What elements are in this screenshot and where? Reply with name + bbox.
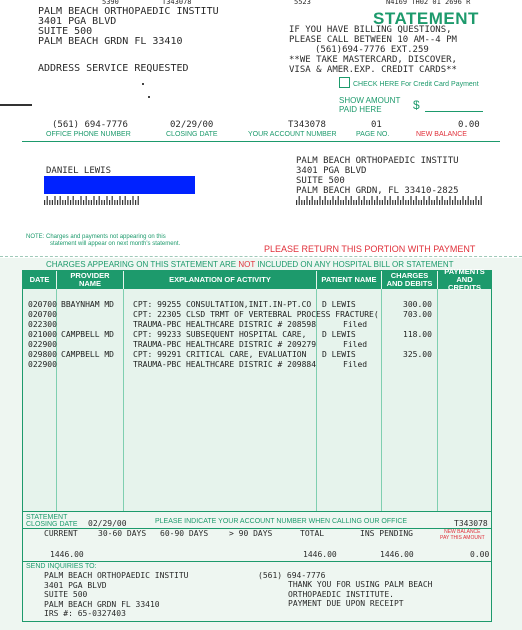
sender-line2: 3401 PGA BLVD	[38, 16, 117, 27]
footer-closing-value: 02/29/00	[88, 519, 127, 528]
aging-total-value: 1446.00	[303, 550, 337, 559]
row-explanation: TRAUMA-PBC HEALTHCARE DISTRIC # 209279	[133, 340, 317, 349]
row-date: 022900	[28, 360, 57, 369]
inquiries-phone: (561) 694-7776	[258, 571, 326, 580]
row-patient: Filed	[343, 340, 368, 349]
col-date-header: DATE	[23, 271, 56, 289]
statement-note	[26, 234, 180, 248]
return-portion-notice: PLEASE RETURN THIS PORTION WITH PAYMENT	[264, 244, 476, 254]
credit-card-checkbox[interactable]	[339, 77, 350, 88]
col-charges-header: CHARGES AND DEBITS	[382, 271, 437, 289]
row-date: 022300	[28, 320, 57, 329]
dot-mark	[148, 96, 150, 98]
billing-questions	[289, 25, 457, 75]
col-payments-header: PAYMENTS AND CREDITS	[438, 271, 491, 289]
row-explanation: CPT: 99291 CRITICAL CARE, EVALUATION	[133, 350, 307, 359]
aging-current-value: 1446.00	[50, 550, 84, 559]
closing-label-line1: STATEMENT	[26, 514, 68, 521]
sender-line1: PALM BEACH ORTHOPAEDIC INSTITU	[38, 6, 219, 17]
indicate-account-note: PLEASE INDICATE YOUR ACCOUNT NUMBER WHEN CALLING OUR OFFICE	[155, 518, 408, 525]
row-provider: CAMPBELL MD	[61, 350, 114, 359]
row-charge: 118.00	[403, 330, 432, 339]
inq-line1: PALM BEACH ORTHOPAEDIC INSTITU	[44, 571, 189, 580]
new-balance-line2: PAY THIS AMOUNT	[440, 535, 485, 541]
col-provider-header: PROVIDER NAME	[57, 271, 123, 289]
sender-address	[38, 7, 219, 47]
new-balance-value: 0.00	[458, 120, 480, 130]
inquiries-address	[44, 571, 189, 619]
sender-line4: PALM BEACH GRDN FL 33410	[38, 36, 183, 47]
billing-line1: IF YOU HAVE BILLING QUESTIONS,	[289, 25, 452, 35]
footer-closing-label	[26, 514, 78, 528]
row-patient: D LEWIS	[322, 330, 356, 339]
remit-line1: PALM BEACH ORTHOPAEDIC INSTITU	[296, 156, 459, 166]
address-service-requested: ADDRESS SERVICE REQUESTED	[38, 63, 189, 74]
row-explanation: TRAUMA-PBC HEALTHCARE DISTRIC # 208598	[133, 320, 317, 329]
row-provider: CAMPBELL MD	[61, 330, 114, 339]
footer-account-number: T343078	[454, 519, 488, 528]
row-patient: D LEWIS	[322, 300, 356, 309]
hospital-note-not: NOT	[238, 260, 256, 269]
office-phone-value: (561) 694-7776	[52, 120, 128, 130]
row-patient: D LEWIS	[322, 350, 356, 359]
remit-line3: SUITE 500	[296, 176, 345, 186]
remit-address	[296, 156, 459, 196]
frame-left	[22, 512, 23, 622]
thanks-line2: ORTHOPAEDIC INSTITUTE.	[288, 589, 394, 599]
aging-current-label: CURRENT	[44, 529, 78, 538]
remit-line2: 3401 PGA BLVD	[296, 166, 367, 176]
row-explanation: CPT: 22305 CLSD TRMT OF VERTEBRAL PROCESS FRACTURE(	[133, 310, 379, 319]
page-number-label: PAGE NO.	[356, 131, 390, 138]
billing-line3: (561)694-7776 EXT.259	[315, 45, 429, 55]
col-explanation-header: EXPLANATION OF ACTIVITY	[124, 271, 316, 289]
row-explanation: CPT: 99255 CONSULTATION,INIT.IN-PT.CO	[133, 300, 312, 309]
perforation-line	[0, 256, 522, 257]
sender-line3: SUITE 500	[38, 26, 93, 37]
divider	[22, 621, 492, 622]
new-balance-label: NEW BALANCE	[416, 131, 467, 138]
dot-mark	[142, 83, 144, 85]
aging-60-90-label: 60-90 DAYS	[160, 529, 209, 538]
billing-line2: PLEASE CALL BETWEEN 10 AM--4 PM	[289, 35, 457, 45]
top-code-b: T343078	[162, 0, 192, 6]
row-patient: Filed	[343, 360, 368, 369]
billing-line5: VISA & AMER.EXP. CREDIT CARDS**	[289, 65, 457, 75]
frame-right	[491, 512, 492, 622]
closing-label-line2: CLOSING DATE	[26, 521, 78, 528]
row-patient: Filed	[343, 320, 368, 329]
hospital-note-a: CHARGES APPEARING ON THIS STATEMENT ARE	[46, 260, 239, 269]
aging-90-label: > 90 DAYS	[229, 529, 273, 538]
billing-line4: **WE TAKE MASTERCARD, DISCOVER,	[289, 55, 457, 65]
amount-paid-field[interactable]	[425, 111, 483, 112]
statement-title: STATEMENT	[373, 9, 479, 28]
row-date: 029800	[28, 350, 57, 359]
dollar-sign: $	[413, 98, 420, 112]
thank-you-message	[288, 580, 433, 609]
aging-ins-pending-label: INS PENDING	[360, 529, 413, 538]
top-code-c: 5523	[294, 0, 311, 6]
aging-total-label: TOTAL	[300, 529, 325, 538]
row-date: 020700	[28, 310, 57, 319]
send-inquiries-label: SEND INQUIRIES TO:	[26, 563, 97, 570]
fold-mark	[0, 104, 32, 106]
inq-line3: SUITE 500	[44, 590, 88, 599]
aging-ins-pending-value: 1446.00	[380, 550, 414, 559]
col-patient-header: PATIENT NAME	[317, 271, 381, 289]
top-code-d: N4169 TH02 01 2696 R	[386, 0, 471, 6]
show-amount-label	[339, 96, 400, 114]
inq-line5: IRS #: 65-0327403	[44, 609, 126, 618]
row-explanation: TRAUMA-PBC HEALTHCARE DISTRIC # 209884	[133, 360, 317, 369]
closing-date-value: 02/29/00	[170, 120, 214, 130]
row-date: 022900	[28, 340, 57, 349]
footer-new-balance-value: 0.00	[470, 550, 490, 559]
show-amount-line1: SHOW AMOUNT	[339, 96, 401, 105]
row-explanation: CPT: 99233 SUBSEQUENT HOSPITAL CARE,	[133, 330, 307, 339]
postal-barcode-remit	[296, 196, 486, 205]
note-line1: NOTE: Charges and payments not appearing on this	[26, 234, 166, 240]
row-provider: BBAYNHAM MD	[61, 300, 114, 309]
divider	[22, 561, 492, 562]
page-number-value: 01	[371, 120, 382, 130]
account-number-value: T343078	[288, 120, 326, 130]
note-line2: statement will appear on next month's statement.	[50, 241, 181, 247]
closing-date-label: CLOSING DATE	[166, 131, 218, 138]
new-balance-line1: NEW BALANCE	[444, 529, 481, 535]
new-balance-footer-label	[440, 529, 485, 541]
account-number-label: YOUR ACCOUNT NUMBER	[248, 131, 337, 138]
top-code-a: 5390	[102, 0, 119, 6]
show-amount-line2: PAID HERE	[339, 105, 382, 114]
thanks-line1: THANK YOU FOR USING PALM BEACH	[288, 580, 433, 589]
hospital-bill-note	[46, 260, 454, 269]
row-charge: 325.00	[403, 350, 432, 359]
inq-line2: 3401 PGA BLVD	[44, 580, 107, 590]
divider	[22, 141, 500, 142]
row-charge: 300.00	[403, 300, 432, 309]
patient-name: DANIEL LEWIS	[46, 166, 112, 176]
row-charge: 703.00	[403, 310, 432, 319]
postal-barcode-patient	[44, 196, 144, 205]
hospital-note-c: INCLUDED ON ANY HOSPITAL BILL OR STATEMENT	[255, 260, 454, 269]
inq-line4: PALM BEACH GRDN FL 33410	[44, 599, 160, 609]
thanks-line3: PAYMENT DUE UPON RECEIPT	[288, 599, 404, 608]
office-phone-label: OFFICE PHONE NUMBER	[46, 131, 131, 138]
row-date: 021000	[28, 330, 57, 339]
remit-line4: PALM BEACH GRDN, FL 33410-2825	[296, 186, 459, 196]
activity-rows	[0, 300, 522, 380]
row-date: 020700	[28, 300, 57, 309]
redaction-box	[44, 176, 195, 194]
aging-30-60-label: 30-60 DAYS	[98, 529, 147, 538]
credit-card-check-label: CHECK HERE For Credit Card Payment	[353, 81, 479, 88]
